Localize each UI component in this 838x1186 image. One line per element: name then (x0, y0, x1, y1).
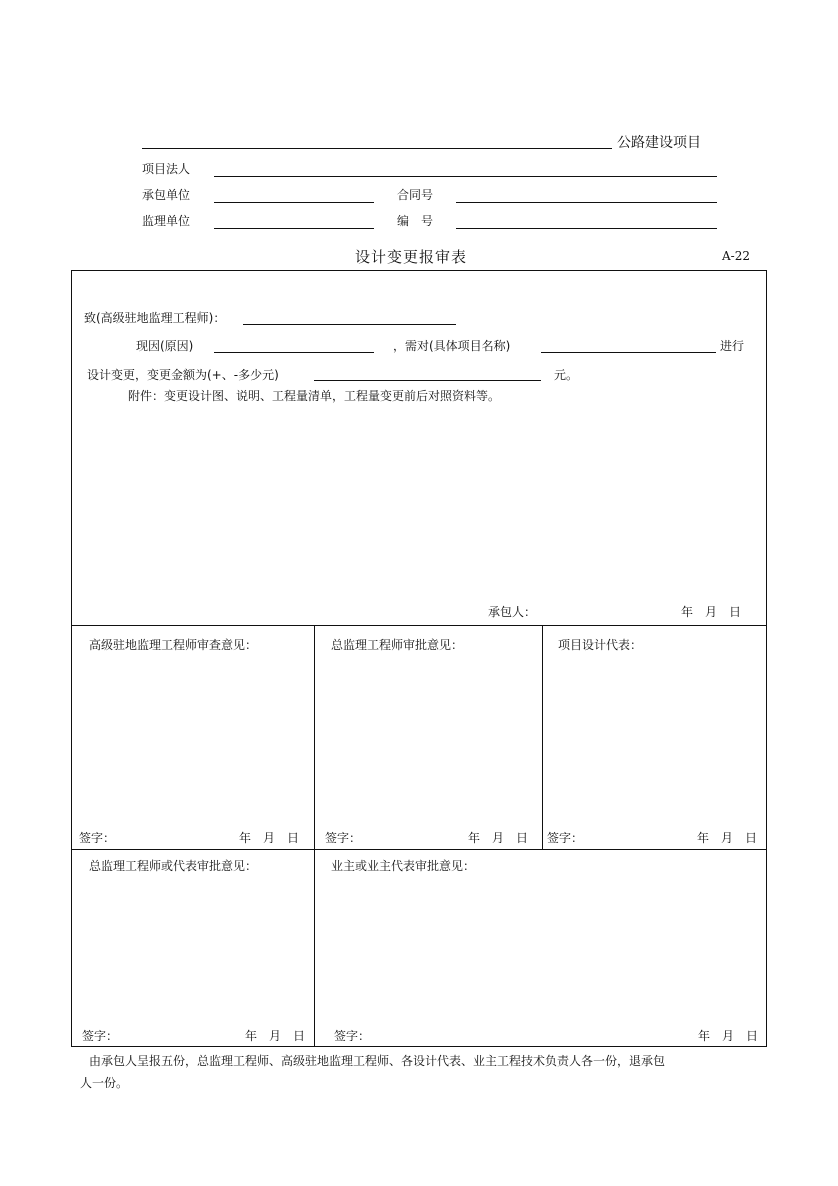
footer-note-line1: 由承包人呈报五份，总监理工程师、高级驻地监理工程师、各设计代表、业主工程技术负责人各一份，退承包 (89, 1054, 666, 1068)
sign-date: 年 月 日 (697, 831, 758, 845)
serial-label: 编 号 (397, 214, 434, 228)
to-label: 致(高级驻地监理工程师)： (84, 311, 226, 325)
row-divider-2 (71, 849, 767, 850)
form-code: A-22 (722, 249, 750, 263)
change-text: 设计变更，变更金额为(+、-多少元) (87, 368, 279, 382)
contract-no-blank (456, 202, 717, 203)
supervisor-blank (214, 228, 374, 229)
sign-label: 签字： (334, 1029, 371, 1043)
supervisor-label: 监理单位 (142, 214, 191, 228)
contract-no-label: 合同号 (397, 188, 434, 202)
owner-label: 项目法人 (142, 162, 191, 176)
sign-label: 签字： (82, 1029, 119, 1043)
contractor-blank (214, 202, 374, 203)
sign-date: 年 月 日 (468, 831, 529, 845)
sign-date: 年 月 日 (698, 1029, 759, 1043)
contractor-label: 承包单位 (142, 188, 191, 202)
attachment-text: 附件：变更设计图、说明、工程量清单，工程量变更前后对照资料等。 (128, 389, 501, 403)
sign-label: 签字： (79, 831, 116, 845)
sign-date: 年 月 日 (245, 1029, 306, 1043)
yuan-text: 元。 (554, 368, 579, 382)
owner-blank (214, 176, 717, 177)
project-suffix: 公路建设项目 (617, 135, 701, 151)
col-divider-1 (314, 625, 315, 1047)
col-divider-2 (542, 625, 543, 849)
form-title: 设计变更报审表 (355, 248, 468, 266)
row-divider-1 (71, 625, 767, 626)
sign-date: 年 月 日 (239, 831, 300, 845)
reason-label: 现因(原因) (136, 339, 194, 353)
project-name-blank (142, 148, 612, 149)
senior-resident-opinion-label: 高级驻地监理工程师审查意见： (89, 638, 258, 652)
chief-or-rep-opinion-label: 总监理工程师或代表审批意见： (89, 859, 258, 873)
footer-note-line2: 人一份。 (80, 1076, 129, 1090)
contractor-sign-label: 承包人： (488, 605, 537, 619)
sign-label: 签字： (547, 831, 584, 845)
contractor-sign-date: 年 月 日 (681, 605, 742, 619)
owner-opinion-label: 业主或业主代表审批意见： (331, 859, 476, 873)
to-blank (243, 324, 456, 325)
project-item-blank (541, 352, 716, 353)
amount-blank (314, 380, 541, 381)
chief-opinion-label: 总监理工程师审批意见： (331, 638, 464, 652)
sign-label: 签字： (325, 831, 362, 845)
proceed-text: 进行 (720, 339, 745, 353)
design-rep-label: 项目设计代表： (558, 638, 643, 652)
need-label: ，需对(具体项目名称) (393, 339, 511, 353)
serial-blank (456, 228, 717, 229)
reason-blank (214, 352, 374, 353)
